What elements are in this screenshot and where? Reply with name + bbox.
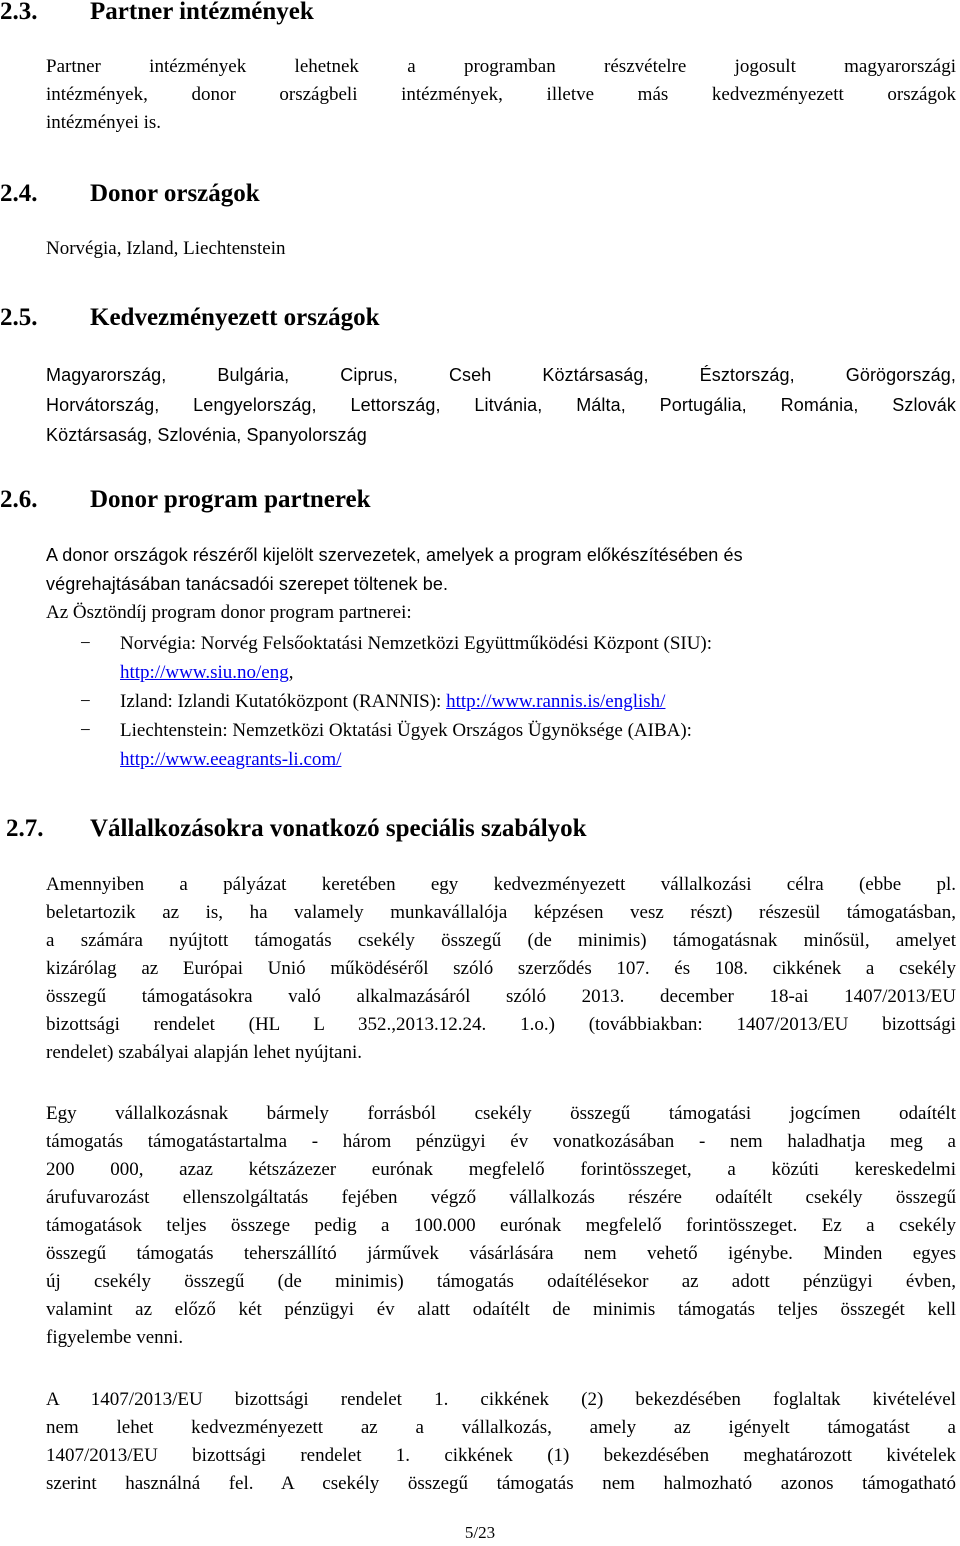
list-item-text: Izland: Izlandi Kutatóközpont (RANNIS):	[120, 691, 447, 712]
section-title: Partner intézmények	[90, 0, 314, 25]
text-line: összegű támogatás teherszállító járművek vásárlására nem vehető igénybe. Minden egyes	[46, 1243, 956, 1264]
paragraph-de-minimis-1	[46, 871, 956, 1067]
text-line: Magyarország, Bulgária, Ciprus, Cseh Köztársaság, Észtország, Görögország,	[46, 365, 956, 385]
text-line: szerint használná fel. A csekély összegű támogatás nem halmozható azonos támogatható	[46, 1473, 956, 1494]
section-number: 2.6.	[0, 486, 38, 513]
section-heading-2-4	[0, 179, 260, 209]
section-number: 2.3.	[0, 0, 38, 25]
text-line: intézmények, donor országbeli intézmények, illetve más kedvezményezett országok	[46, 84, 956, 105]
section-title: Vállalkozásokra vonatkozó speciális szabályok	[90, 815, 587, 842]
eeagrants-link[interactable]: http://www.eeagrants-li.com/	[120, 749, 342, 770]
paragraph-de-minimis-2	[46, 1100, 956, 1352]
link-suffix: ,	[288, 662, 294, 683]
text-line: végrehajtásában tanácsadói szerepet töltenek be.	[46, 574, 449, 594]
text-line: rendelet) szabályai alapján lehet nyújtani.	[46, 1042, 362, 1063]
text-line: árufuvarozást ellenszolgáltatás fejében végző vállalkozás részére odaítélt csekély összegű	[46, 1187, 956, 1208]
text-line: Egy vállalkozásnak bármely forrásból csekély összegű támogatási jogcímen odaítélt	[46, 1103, 956, 1124]
paragraph-partner-institutions	[46, 53, 956, 137]
beneficiary-countries-text	[46, 360, 956, 450]
list-intro: Az Ösztöndíj program donor program partnerei:	[46, 602, 412, 623]
text-line: Amennyiben a pályázat keretében egy kedvezményezett vállalkozási célra (ebbe pl.	[46, 874, 956, 895]
text-line: beletartozik az is, ha valamely munkavállalója képzésen vesz részt) részesül támogatásban,	[46, 902, 956, 923]
section-heading-2-6	[0, 485, 371, 515]
text-line: támogatások teljes összege pedig a 100.000 eurónak megfelelő forintösszeget. Ez a csekély	[46, 1215, 956, 1236]
text-line: 1407/2013/EU bizottsági rendelet 1. cikkének (1) bekezdésében meghatározott kivételek	[46, 1445, 956, 1466]
section-title: Donor program partnerek	[90, 486, 371, 513]
text-line: nem lehet kedvezményezett az a vállalkozás, amely az igényelt támogatást a	[46, 1417, 956, 1438]
list-item-text: Norvégia: Norvég Felsőoktatási Nemzetközi Együttműködési Központ (SIU):	[120, 633, 713, 654]
section-number: 2.4.	[0, 180, 38, 207]
section-heading-2-5	[0, 303, 379, 333]
dash-bullet: −	[80, 691, 91, 712]
section-title: Kedvezményezett országok	[90, 304, 380, 331]
list-item-text: Liechtenstein: Nemzetközi Oktatási Ügyek Országos Ügynöksége (AIBA):	[120, 720, 692, 741]
section-number: 2.5.	[0, 304, 38, 331]
text-line: kizárólag az Európai Unió működéséről szóló szerződés 107. és 108. cikkének a csekély	[46, 958, 956, 979]
text-line: intézményei is.	[46, 112, 162, 133]
donor-partners-intro	[46, 541, 956, 599]
text-line: Horvátország, Lengyelország, Lettország, Litvánia, Málta, Portugália, Románia, Szlovák	[46, 395, 956, 415]
siu-link[interactable]: http://www.siu.no/eng	[120, 662, 289, 683]
text-line: A 1407/2013/EU bizottsági rendelet 1. cikkének (2) bekezdésében foglaltak kivételével	[46, 1389, 956, 1410]
text-line: összegű támogatásokra való alkalmazásáról szóló 2013. december 18-ai 1407/2013/EU	[46, 986, 956, 1007]
text-line: új csekély összegű (de minimis) támogatás odaítélésekor az adott pénzügyi évben,	[46, 1271, 956, 1292]
paragraph-de-minimis-3	[46, 1386, 956, 1498]
dash-bullet: −	[80, 633, 91, 654]
text-line: bizottsági rendelet (HL L 352.,2013.12.24. 1.o.) (továbbiakban: 1407/2013/EU bizottsági	[46, 1014, 956, 1035]
section-title: Donor országok	[90, 180, 260, 207]
section-heading-2-7	[6, 814, 587, 844]
text-line: valamint az előző két pénzügyi év alatt odaítélt de minimis támogatás teljes összegét kell	[46, 1299, 956, 1320]
text-line: Partner intézmények lehetnek a programban részvételre jogosult magyarországi	[46, 56, 956, 77]
section-number: 2.7.	[6, 815, 44, 842]
text-line: Köztársaság, Szlovénia, Spanyolország	[46, 425, 367, 445]
donor-countries-text: Norvégia, Izland, Liechtenstein	[46, 238, 286, 259]
text-line: a számára nyújtott támogatás csekély összegű (de minimis) támogatásnak minősül, amelyet	[46, 930, 956, 951]
rannis-link[interactable]: http://www.rannis.is/english/	[446, 691, 666, 712]
text-line: támogatás támogatástartalma - három pénzügyi év vonatkozásában - nem haladhatja meg a	[46, 1131, 956, 1152]
dash-bullet: −	[80, 720, 91, 741]
text-line: A donor országok részéről kijelölt szervezetek, amelyek a program előkészítésében és	[46, 545, 743, 565]
text-line: figyelembe venni.	[46, 1327, 184, 1348]
page-number: 5/23	[464, 1523, 496, 1542]
text-line: 200 000, azaz kétszázezer eurónak megfelelő forintösszeget, a közúti kereskedelmi	[46, 1159, 956, 1180]
section-heading-2-3	[0, 0, 314, 27]
